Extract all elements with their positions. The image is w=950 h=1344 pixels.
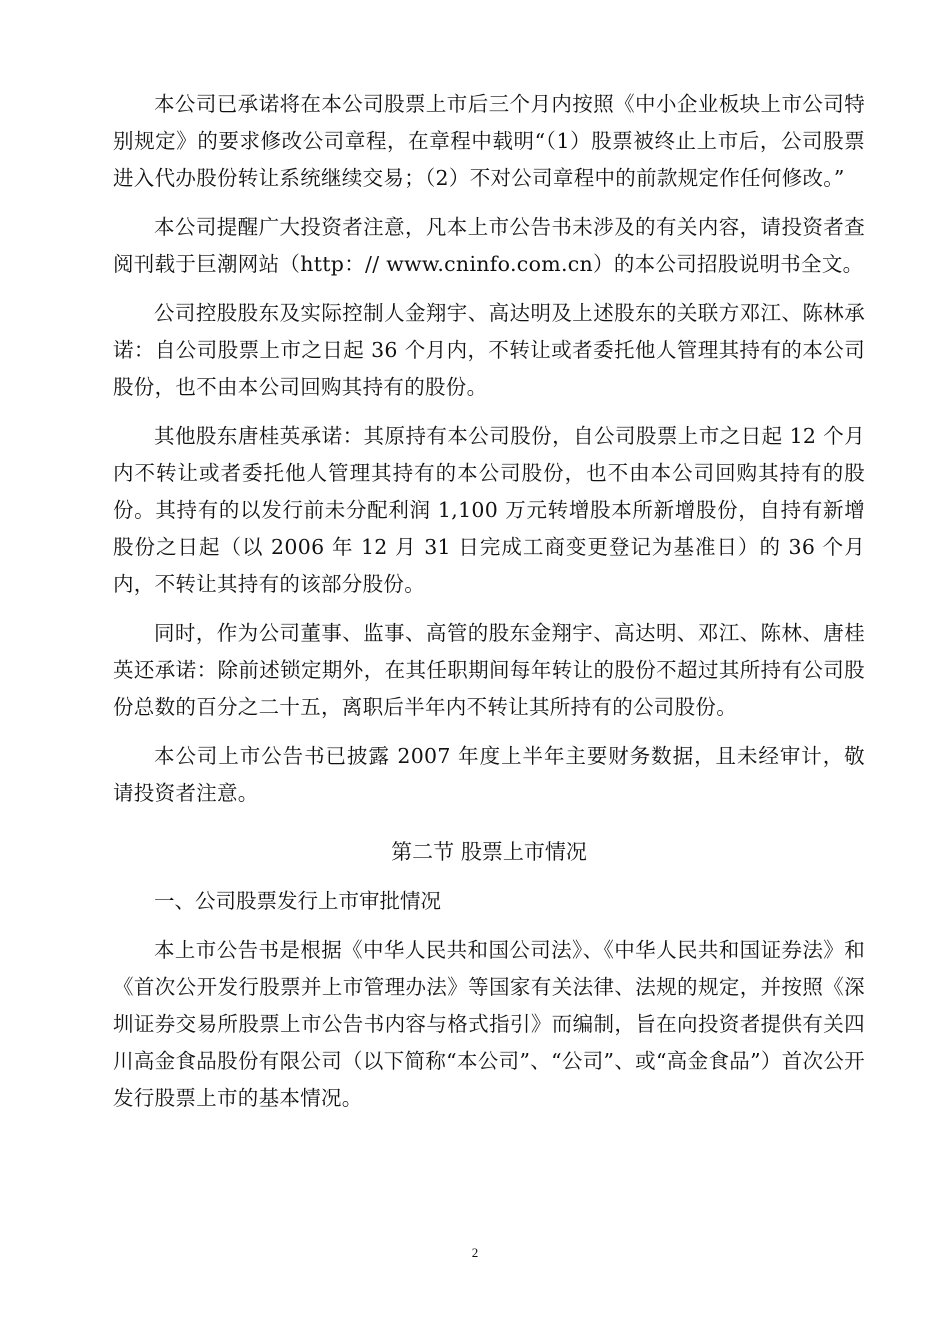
paragraph-investor-reminder: 本公司提醒广大投资者注意，凡本上市公告书未涉及的有关内容，请投资者查阅刊载于巨潮网站（http：// www.cninfo.com.cn）的本公司招股说明书全文。	[113, 215, 865, 276]
paragraph-other-shareholder-lockup: 其他股东唐桂英承诺：其原持有本公司股份，自公司股票上市之日起 12 个月内不转让或者委托他人管理其持有的本公司股份，也不由本公司回购其持有的股份。其持有的以发行前未分配利润 1,100 万元转增股本所新增股份，自持有新增股份之日起（以 2006 年 12 月 31 日完成工商变更登记为基准日）的 36 个月内，不转让其持有的该部分股份。	[113, 424, 865, 596]
paragraph-financial-data-notice: 本公司上市公告书已披露 2007 年度上半年主要财务数据，且未经审计，敬请投资者注意。	[113, 744, 865, 805]
page-number: 2	[471, 1245, 479, 1260]
subsection-title: 一、公司股票发行上市审批情况	[154, 889, 441, 913]
paragraph-executive-commitment: 同时，作为公司董事、监事、高管的股东金翔宇、高达明、邓江、陈林、唐桂英还承诺：除前述锁定期外，在其任职期间每年转让的股份不超过其所持有公司股份总数的百分之二十五，离职后半年内不转让其所持有的公司股份。	[113, 621, 865, 719]
section-title: 第二节 股票上市情况	[391, 840, 587, 864]
paragraph-section-body: 本上市公告书是根据《中华人民共和国公司法》、《中华人民共和国证券法》和《首次公开发行股票并上市管理办法》等国家有关法律、法规的规定，并按照《深圳证券交易所股票上市公告书内容与格式指引》而编制，旨在向投资者提供有关四川高金食品股份有限公司（以下简称“本公司”、“公司”、或“高金食品”）首次公开发行股票上市的基本情况。	[113, 938, 865, 1110]
document-page	[113, 86, 865, 1129]
paragraph-articles-amendment: 本公司已承诺将在本公司股票上市后三个月内按照《中小企业板块上市公司特别规定》的要求修改公司章程，在章程中载明“（1）股票被终止上市后，公司股票进入代办股份转让系统继续交易；（2）不对公司章程中的前款规定作任何修改。”	[113, 92, 865, 190]
paragraph-controlling-shareholder-lockup: 公司控股股东及实际控制人金翔宇、高达明及上述股东的关联方邓江、陈林承诺：自公司股票上市之日起 36 个月内，不转让或者委托他人管理其持有的本公司股份，也不由本公司回购其持有的股份。	[113, 301, 865, 399]
